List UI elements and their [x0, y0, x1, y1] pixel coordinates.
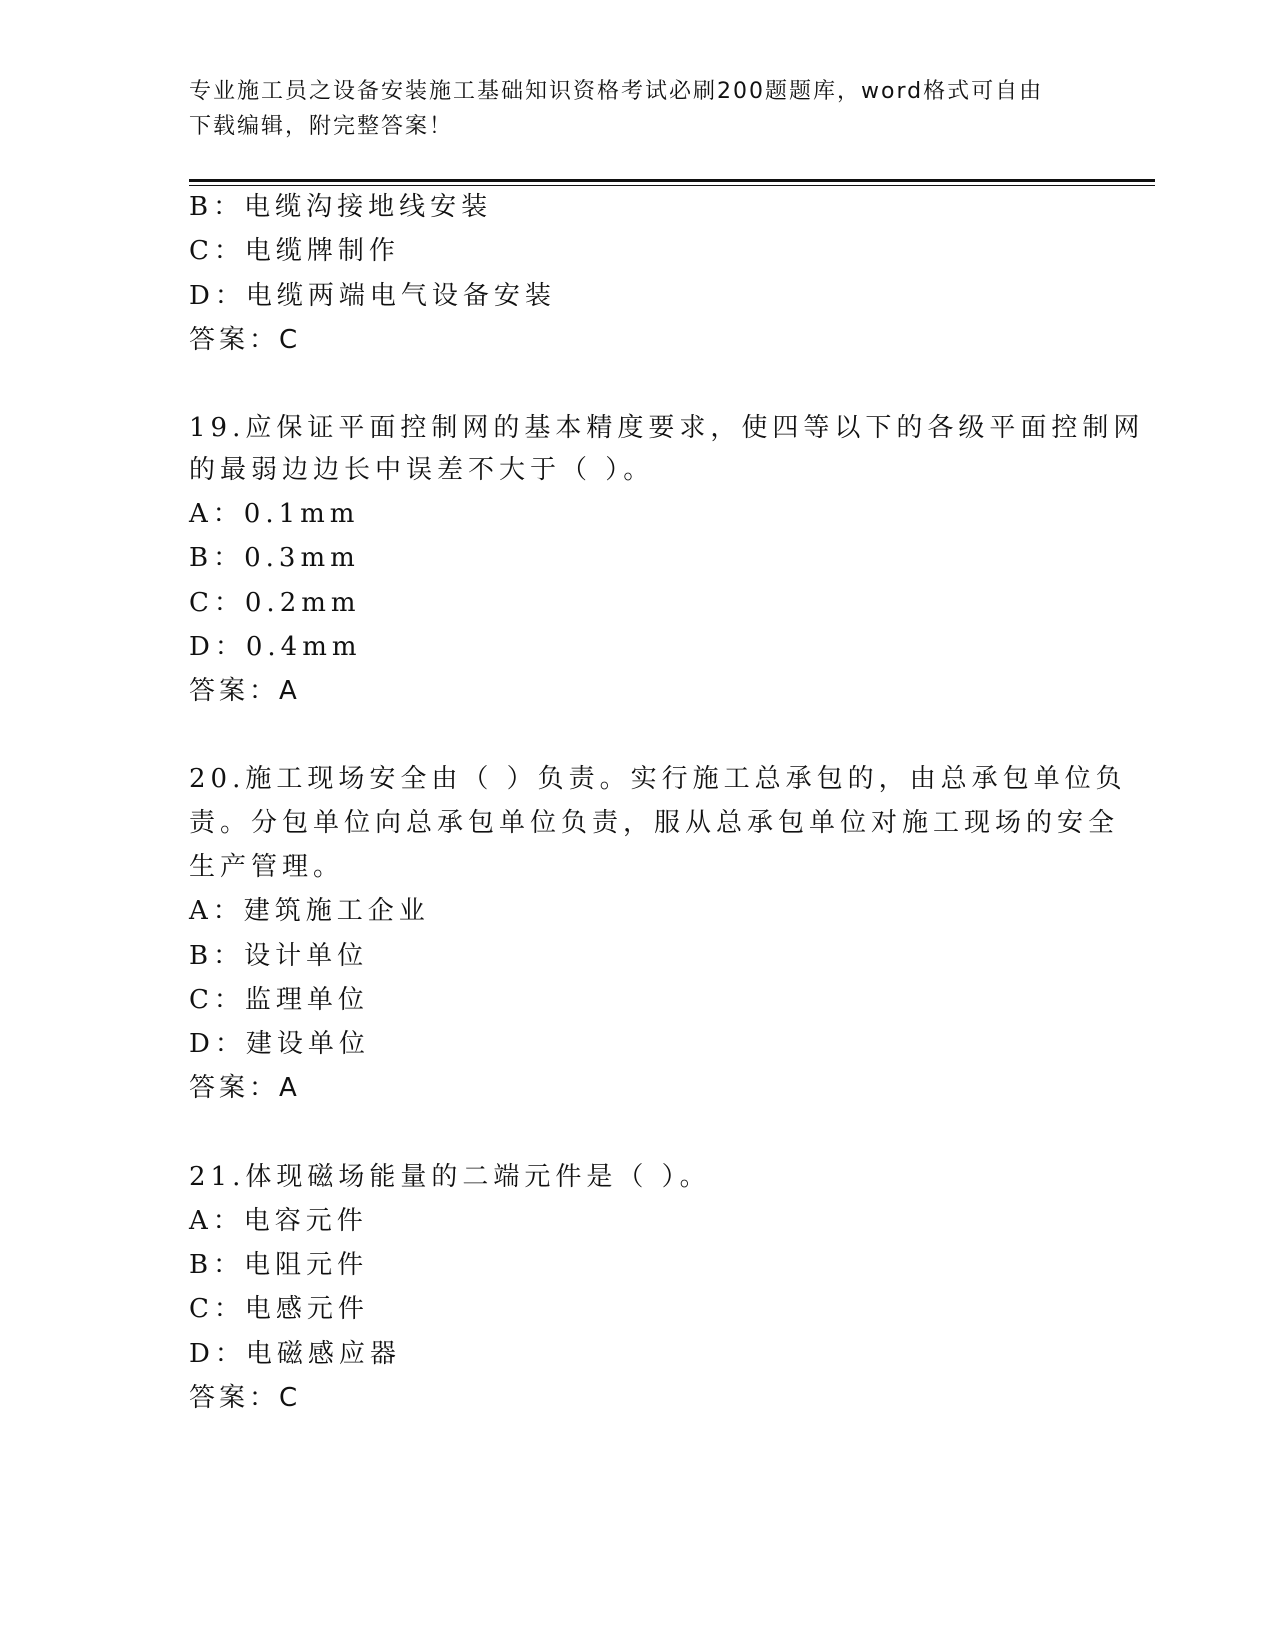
q19-answer: 答案：A [189, 676, 301, 706]
q19-option-d: D：0.4mm [189, 632, 362, 662]
q19-option-b: B：0.3mm [189, 543, 360, 573]
q20-stem-line-3: 生产管理。 [189, 852, 345, 882]
q19-option-a: A：0.1mm [189, 499, 360, 529]
q20-option-b: B：设计单位 [189, 941, 369, 971]
q20-stem-line-2: 责。分包单位向总承包单位负责，服从总承包单位对施工现场的安全 [189, 808, 1120, 838]
q21-option-a: A：电容元件 [189, 1206, 368, 1236]
header-line-2: 下载编辑，附完整答案！ [189, 114, 454, 139]
q18-answer: 答案：C [189, 325, 302, 355]
q21-option-b: B：电阻元件 [189, 1250, 369, 1280]
document-header [189, 74, 1089, 144]
q20-option-a: A：建筑施工企业 [189, 896, 430, 926]
q21-option-c: C：电感元件 [189, 1294, 369, 1324]
q20-answer: 答案：A [189, 1073, 301, 1103]
q18-option-b: B：电缆沟接地线安装 [189, 192, 493, 222]
q19-option-c: C：0.2mm [189, 588, 361, 618]
q19-stem-line-1: 19.应保证平面控制网的基本精度要求，使四等以下的各级平面控制网 [189, 413, 1145, 443]
header-rule-thick [189, 179, 1155, 182]
q20-option-c: C：监理单位 [189, 985, 369, 1015]
q21-stem-line-1: 21.体现磁场能量的二端元件是（ ）。 [189, 1162, 711, 1192]
q18-option-d: D：电缆两端电气设备安装 [189, 281, 556, 311]
q20-option-d: D：建设单位 [189, 1029, 370, 1059]
q19-stem-line-2: 的最弱边边长中误差不大于（ ）。 [189, 455, 655, 485]
header-line-1: 专业施工员之设备安装施工基础知识资格考试必刷200题题库，word格式可自由 [189, 79, 1044, 104]
q21-answer: 答案：C [189, 1383, 302, 1413]
q18-option-c: C：电缆牌制作 [189, 236, 400, 266]
q21-option-d: D：电磁感应器 [189, 1339, 401, 1369]
q20-stem-line-1: 20.施工现场安全由（ ）负责。实行施工总承包的，由总承包单位负 [189, 764, 1127, 794]
header-rule-thin [189, 185, 1155, 186]
